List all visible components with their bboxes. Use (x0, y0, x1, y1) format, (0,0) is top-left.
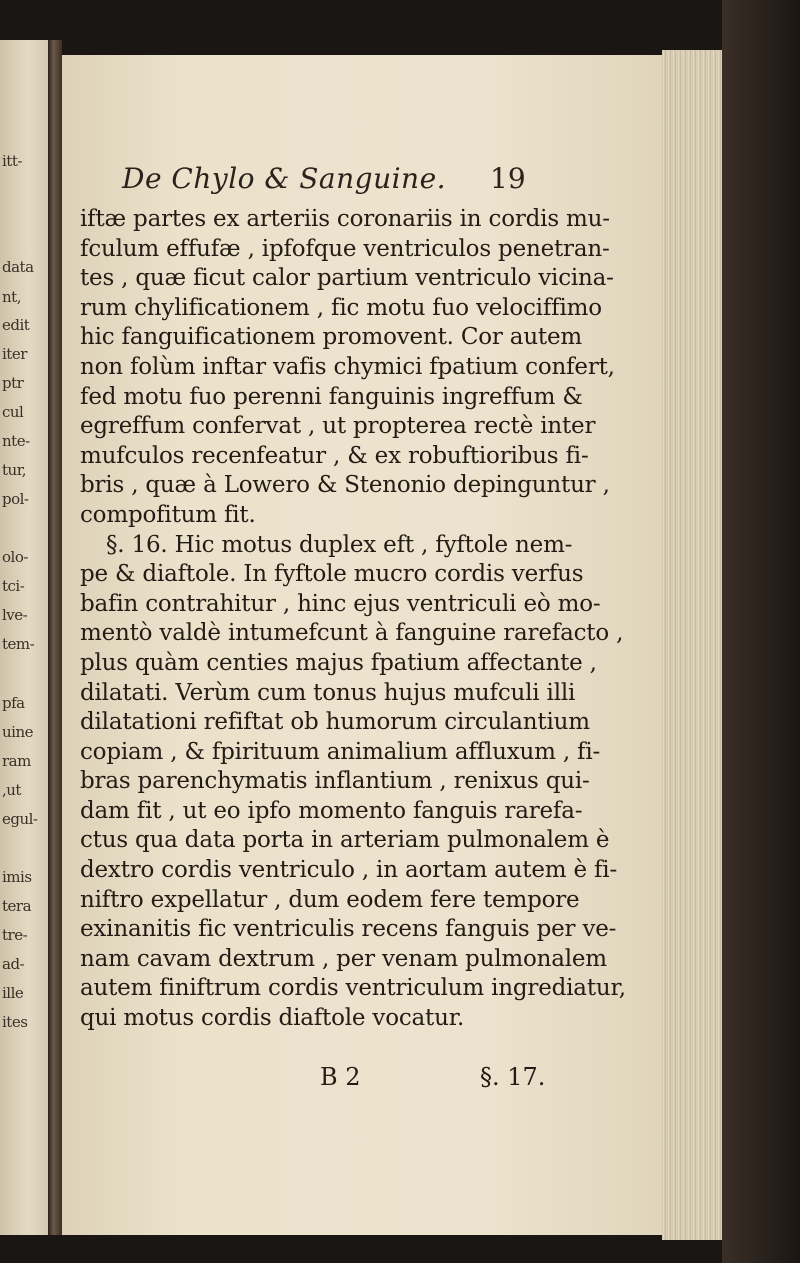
background-right (722, 0, 800, 1263)
facing-page-fragment: ,ut (2, 781, 21, 799)
page-gutter (48, 40, 62, 1235)
facing-page-fragment: tci- (2, 577, 25, 595)
catchword: §. 17. (480, 1063, 546, 1091)
facing-page-fragment: imis (2, 868, 32, 886)
facing-page-fragment: cul (2, 403, 24, 421)
body-text (80, 205, 640, 1034)
text-line: dextro cordis ventriculo , in aortam autem è fi- (80, 857, 618, 884)
facing-page-fragment: tem- (2, 635, 35, 653)
text-line: bris , quæ à Lowero & Stenonio depinguntur , (80, 472, 610, 499)
text-line: non folùm inftar vafis chymici fpatium confert, (80, 353, 615, 380)
facing-page-fragment: ites (2, 1013, 28, 1031)
facing-page-fragment: uine (2, 723, 33, 741)
text-line: exinanitis fic ventriculis recens fanguis per ve- (80, 916, 617, 943)
text-line: hic fanguificationem promovent. Cor autem (80, 324, 582, 351)
page-edges (662, 50, 722, 1240)
text-line: dilatati. Verùm cum tonus hujus mufculi illi (80, 679, 576, 706)
text-line: dilatationi refiftat ob humorum circulantium (80, 709, 590, 736)
running-head: De Chylo & Sanguine. (122, 162, 447, 195)
text-line: qui motus cordis diaftole vocatur. (80, 1005, 465, 1032)
facing-page-fragment: ram (2, 752, 31, 770)
book-page (62, 55, 662, 1235)
text-line: pe & diaftole. In fyftole mucro cordis verfus (80, 561, 584, 588)
facing-page-fragment: data (2, 258, 34, 276)
text-line: rum chylificationem , fic motu fuo velociffimo (80, 294, 602, 321)
facing-page-fragment: ptr (2, 374, 24, 392)
text-line: tes , quæ ficut calor partium ventriculo vicina- (80, 265, 614, 292)
facing-page-fragment: pfa (2, 694, 25, 712)
facing-page-fragment: itt- (2, 152, 22, 170)
facing-page-fragment: nt, (2, 288, 21, 306)
text-line: ctus qua data porta in arteriam pulmonalem è (80, 827, 610, 854)
signature-mark: B 2 (320, 1063, 361, 1091)
facing-page-fragment: egul- (2, 810, 38, 828)
page-number: 19 (490, 162, 526, 195)
text-line: plus quàm centies majus fpatium affectante , (80, 649, 597, 676)
text-line: egreffum confervat , ut propterea rectè inter (80, 413, 596, 440)
text-line: fed motu fuo perenni fanguinis ingreffum & (80, 383, 583, 410)
text-line: dam fit , ut eo ipfo momento fanguis rarefa- (80, 797, 583, 824)
facing-page-fragment: iter (2, 345, 27, 363)
facing-page-fragment: tur, (2, 461, 26, 479)
text-line: compofitum fit. (80, 501, 256, 528)
facing-page-fragment: ille (2, 984, 24, 1002)
text-line: bafin contrahitur , hinc ejus ventriculi eò mo- (80, 590, 601, 617)
text-line: fculum effufæ , ipfofque ventriculos penetran- (80, 235, 610, 262)
facing-page-fragment: edit (2, 316, 30, 334)
text-line: autem finiftrum cordis ventriculum ingrediatur, (80, 975, 626, 1002)
facing-page-fragment: nte- (2, 432, 30, 450)
text-line: mentò valdè intumefcunt à fanguine rarefacto , (80, 620, 624, 647)
facing-page-fragment: pol- (2, 490, 29, 508)
section-heading-line: §. 16. Hic motus duplex eft , fyftole nem- (106, 531, 573, 558)
text-line: bras parenchymatis inflantium , renixus qui- (80, 768, 590, 795)
facing-page-fragment: lve- (2, 606, 28, 624)
facing-page-fragment: tre- (2, 926, 28, 944)
text-line: niftro expellatur , dum eodem fere tempore (80, 886, 580, 913)
facing-page-fragment: tera (2, 897, 32, 915)
facing-page-fragment: ad- (2, 955, 25, 973)
text-line: copiam , & fpirituum animalium affluxum , fi- (80, 738, 601, 765)
text-line: nam cavam dextrum , per venam pulmonalem (80, 945, 607, 972)
text-line: iftæ partes ex arteriis coronariis in cordis mu- (80, 206, 610, 232)
page-footer (62, 1063, 662, 1097)
facing-page-edge (0, 40, 48, 1235)
page-header (62, 160, 662, 200)
facing-page-fragment: olo- (2, 548, 28, 566)
text-line: mufculos recenfeatur , & ex robuftioribus fi- (80, 442, 589, 469)
